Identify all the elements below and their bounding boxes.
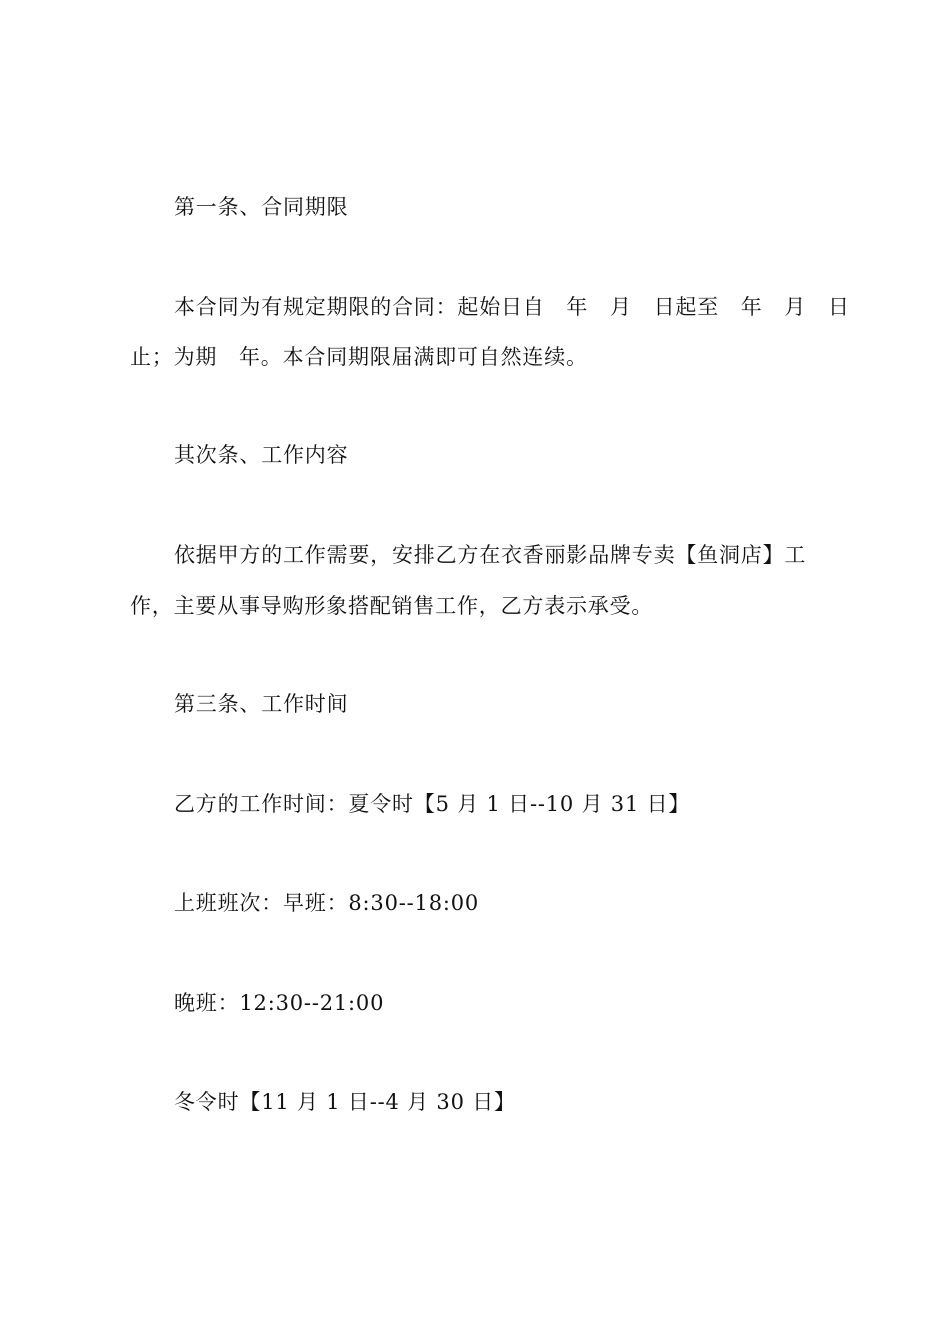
early-shift: 上班班次：早班：8:30--18:00 — [174, 891, 480, 915]
article-2-heading: 其次条、工作内容 — [174, 443, 349, 467]
summer-schedule: 乙方的工作时间：夏令时【5 月 1 日--10 月 31 日】 — [174, 792, 691, 816]
article-1-heading: 第一条、合同期限 — [174, 195, 349, 219]
article-3-heading: 第三条、工作时间 — [174, 692, 349, 716]
article-2-body-line-1: 依据甲方的工作需要，安排乙方在衣香丽影品牌专卖【鱼洞店】工 — [174, 543, 807, 567]
late-shift: 晚班：12:30--21:00 — [174, 991, 385, 1015]
winter-schedule: 冬令时【11 月 1 日--4 月 30 日】 — [174, 1090, 516, 1114]
article-2-body-line-2: 作，主要从事导购形象搭配销售工作，乙方表示承受。 — [130, 594, 654, 618]
article-1-body-line-1: 本合同为有规定期限的合同：起始日自 年 月 日起至 年 月 日 — [174, 295, 850, 319]
article-1-body-line-2: 止；为期 年。本合同期限届满即可自然连续。 — [130, 345, 588, 369]
